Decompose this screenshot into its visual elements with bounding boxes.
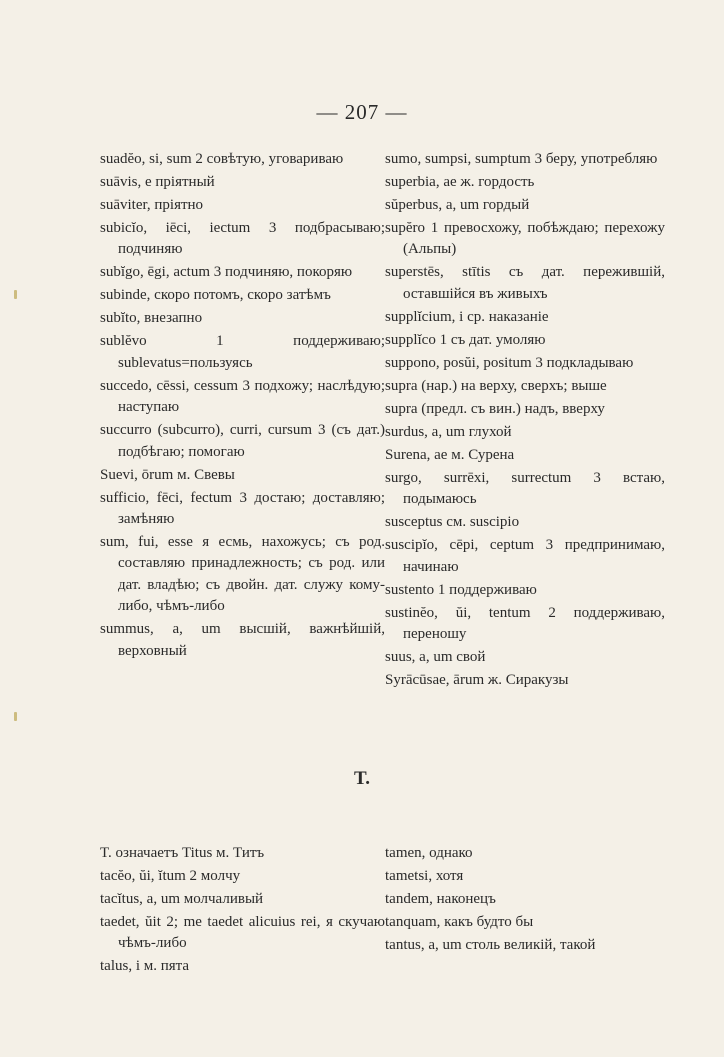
dictionary-entry: superbia, ae ж. гордость bbox=[385, 174, 535, 190]
dictionary-entry: tanquam, какъ будто бы bbox=[385, 914, 534, 930]
dictionary-entry: sum, fui, esse я есмь, нахожусь; съ род. составляю принадлежность; съ род. или дат. владѣю; съ двойн. дат. служу кому-либо, чѣмъ-либо bbox=[100, 534, 385, 615]
dictionary-entry: suāviter, пріятно bbox=[100, 197, 204, 213]
dictionary-entry: subĭto, внезапно bbox=[100, 310, 203, 327]
dictionary-entry: sumo, sumpsi, sumptum 3 беру, употребляю bbox=[385, 151, 658, 167]
dictionary-entry: subĭgo, ēgi, actum 3 подчиняю, покоряю bbox=[100, 264, 353, 281]
dictionary-entry: surdus, a, um глухой bbox=[385, 423, 512, 440]
dictionary-entry: supplĭco 1 съ дат. умоляю bbox=[385, 331, 546, 348]
dictionary-entry: Syrācūsae, ārum ж. Сиракузы bbox=[385, 672, 569, 689]
dictionary-entry: supplĭcium, i ср. наказаніе bbox=[385, 308, 549, 325]
dictionary-entry: supra (предл. съ вин.) надъ, вверху bbox=[385, 400, 605, 417]
paper-stain bbox=[14, 290, 17, 299]
dictionary-entry: talus, i м. пята bbox=[100, 958, 190, 975]
dictionary-entry: sublĕvo 1 поддерживаю; sublevatus=пользуясь bbox=[100, 333, 385, 371]
dictionary-entry: suppono, posŭi, positum 3 подкладываю bbox=[385, 354, 634, 371]
dictionary-entry: suus, a, um свой bbox=[385, 649, 486, 666]
dictionary-entry: tandem, наконецъ bbox=[385, 891, 496, 907]
dictionary-entry: sŭperbus, a, um гордый bbox=[385, 197, 530, 213]
dictionary-entry: T. означаетъ Titus м. Титъ bbox=[100, 845, 265, 861]
dictionary-entry: sustinĕo, ŭi, tentum 2 поддерживаю, переношу bbox=[385, 604, 665, 643]
dictionary-entry: susceptus см. suscipio bbox=[385, 514, 520, 531]
paper-stain bbox=[14, 712, 17, 721]
dictionary-entry: supra (нар.) на верху, сверхъ; выше bbox=[385, 377, 607, 394]
dictionary-entry: tametsi, хотя bbox=[385, 868, 464, 884]
lower-left-column bbox=[100, 843, 385, 979]
lower-right-column bbox=[385, 843, 665, 958]
dictionary-entry: supĕro 1 превосхожу, побѣждаю; перехожу (Альпы) bbox=[385, 220, 665, 258]
dictionary-entry: suscipĭo, cēpi, ceptum 3 предпринимаю, начинаю bbox=[385, 537, 665, 575]
dictionary-entry: tacĕo, ŭi, ĭtum 2 молчу bbox=[100, 868, 241, 884]
upper-right-column bbox=[385, 149, 665, 693]
section-letter-heading: T. bbox=[353, 768, 370, 789]
dictionary-entry: summus, a, um высшій, важнѣйшій, верховный bbox=[100, 621, 385, 659]
dictionary-entry: tamen, однако bbox=[385, 845, 473, 861]
dictionary-entry: sustento 1 поддерживаю bbox=[385, 581, 537, 598]
dictionary-entry: taedet, ŭit 2; me taedet alicuius rei, я скучаю чѣмъ-либо bbox=[100, 914, 385, 952]
upper-left-column bbox=[100, 149, 385, 664]
dictionary-entry: suadĕo, si, sum 2 совѣтую, уговариваю bbox=[100, 151, 344, 167]
dictionary-entry: suāvis, e пріятный bbox=[100, 174, 215, 190]
dictionary-entry: Surena, ae м. Сурена bbox=[385, 446, 515, 463]
dictionary-entry: subinde, скоро потомъ, скоро затѣмъ bbox=[100, 287, 331, 304]
dictionary-entry: succurro (subcurro), curri, cursum 3 (съ дат.) подбѣгаю; помогаю bbox=[100, 422, 385, 460]
dictionary-entry: succedo, cēssi, cessum 3 подхожу; наслѣдую; наступаю bbox=[100, 377, 385, 416]
dictionary-entry: tantus, a, um столь великій, такой bbox=[385, 937, 596, 953]
dictionary-entry: subicĭo, iēci, iectum 3 подбрасываю; подчиняю bbox=[100, 220, 385, 258]
dictionary-entry: tacĭtus, a, um молчаливый bbox=[100, 891, 264, 907]
dictionary-entry: sufficio, fēci, fectum 3 достаю; доставляю; замѣняю bbox=[100, 489, 385, 528]
dictionary-entry: Suevi, ōrum м. Свевы bbox=[100, 466, 235, 483]
dictionary-entry: surgo, surrēxi, surrectum 3 встаю, подымаюсь bbox=[385, 469, 665, 508]
page-number: — 207 — bbox=[316, 100, 408, 124]
dictionary-entry: superstēs, stītis съ дат. пережившій, оставшійся въ живыхъ bbox=[385, 264, 665, 302]
